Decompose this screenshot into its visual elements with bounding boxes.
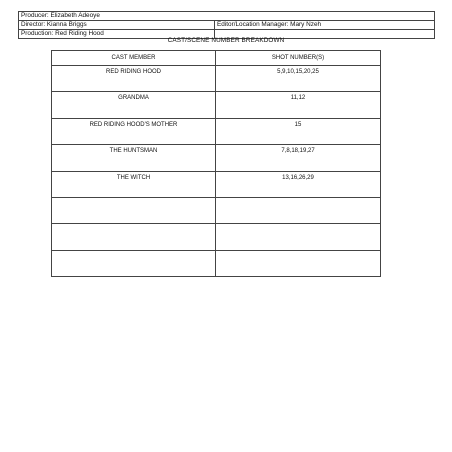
cast-cell [52,224,216,250]
director-cell: Director: Kianna Briggs [19,21,215,30]
editor-cell: Editor/Location Manager: Mary Nzeh [215,21,435,30]
cast-cell: RED RIDING HOOD [52,66,216,92]
shots-cell [216,197,381,223]
director-editor-row [19,21,435,30]
shots-cell: 15 [216,118,381,144]
table-header-row [52,51,381,66]
table-row [52,250,381,276]
column-header-shots: SHOT NUMBER(S) [216,51,381,66]
shots-cell: 11,12 [216,92,381,118]
table-row [52,145,381,171]
table-row [52,224,381,250]
cast-cell [52,197,216,223]
cast-cell: RED RIDING HOOD'S MOTHER [52,118,216,144]
cast-cell [52,250,216,276]
production-info-table [18,11,435,39]
cast-cell: THE HUNTSMAN [52,145,216,171]
shots-cell [216,224,381,250]
table-row [52,171,381,197]
cast-cell: GRANDMA [52,92,216,118]
table-row [52,197,381,223]
producer-cell: Producer: Elizabeth Adeoye [19,12,435,21]
shots-cell [216,250,381,276]
shots-cell: 7,8,18,19,27 [216,145,381,171]
table-row [52,118,381,144]
breakdown-title: CAST/SCENE NUMBER BREAKDOWN [167,37,285,44]
table-row [52,66,381,92]
production-cell: Production: Red Riding Hood [19,30,215,39]
producer-row [19,12,435,21]
shots-cell: 5,9,10,15,20,25 [216,66,381,92]
column-header-cast: CAST MEMBER [52,51,216,66]
cast-cell: THE WITCH [52,171,216,197]
table-row [52,92,381,118]
shots-cell: 13,16,26,29 [216,171,381,197]
cast-breakdown-table [51,50,381,277]
